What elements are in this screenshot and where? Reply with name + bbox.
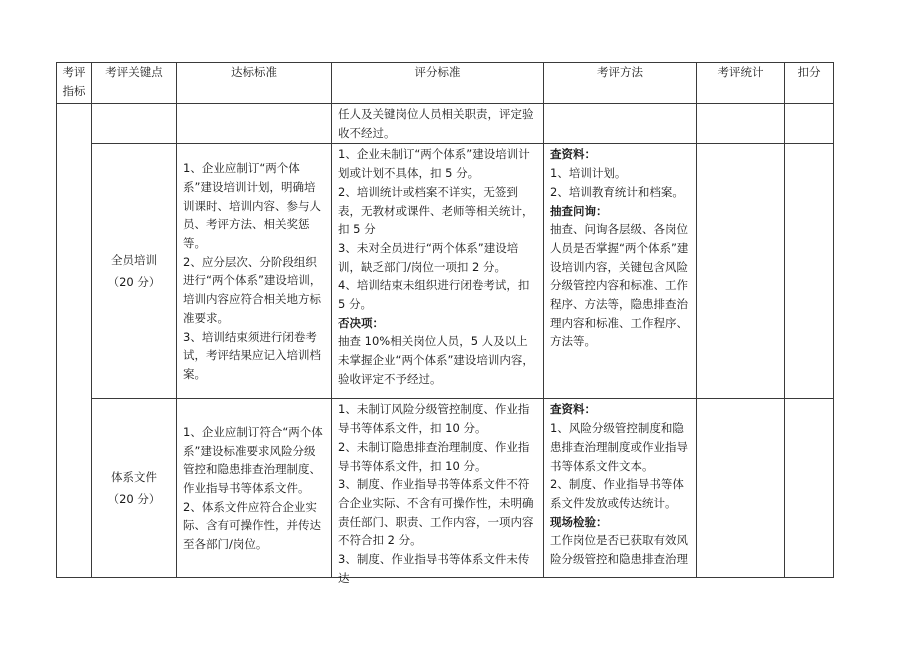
table-row bbox=[57, 144, 834, 399]
deduction-cell[interactable] bbox=[785, 104, 834, 144]
header-grading: 评分标准 bbox=[332, 63, 544, 104]
standard-item: 2、应分层次、分阶段组织进行“两个体系”建设培训，培训内容应符合相关地方标准要求。 bbox=[183, 254, 322, 325]
standard-cell bbox=[177, 104, 332, 144]
key-point-cell bbox=[92, 399, 177, 578]
header-statistics: 考评统计 bbox=[697, 63, 785, 104]
header-standard: 达标标准 bbox=[177, 63, 332, 104]
grading-cell bbox=[332, 399, 544, 585]
standard-item: 1、企业应制订“两个体系”建设培训计划，明确培训课时、培训内容、参与人员、考评方法、相关奖惩等。 bbox=[183, 161, 321, 250]
grading-item: 3、未对全员进行“两个体系”建设培训，缺乏部门/岗位一项扣 2 分。 bbox=[338, 240, 519, 274]
veto-label: 否决项： bbox=[338, 315, 384, 330]
method-item: 工作岗位是否已获取有效风险分级管控和隐患排查治理 bbox=[550, 533, 688, 567]
key-point-label: 体系文件 bbox=[111, 470, 157, 485]
standard-cell bbox=[177, 144, 332, 399]
header-key-point: 考评关键点 bbox=[92, 63, 177, 104]
grading-item: 4、培训结束未组织进行闭卷考试，扣 5 分。 bbox=[338, 278, 530, 312]
method-item: 抽查、问询各层级、各岗位人员是否掌握“两个体系”建设培训内容，关键包含风险分级管控内容和标准、工作程序、方法等，隐患排查治理内容和标准、工作程序、方法等。 bbox=[550, 222, 689, 349]
method-item: 1、风险分级管控制度和隐患排查治理制度或作业指导书等体系文件文本。 bbox=[550, 421, 688, 473]
header-indicator: 考评 指标 bbox=[57, 63, 92, 104]
key-point-cell bbox=[92, 144, 177, 399]
method-cell bbox=[544, 144, 697, 399]
indicator-cell bbox=[57, 104, 92, 578]
method-cell bbox=[544, 399, 697, 578]
method-clip bbox=[550, 400, 690, 574]
statistics-cell[interactable] bbox=[697, 104, 785, 144]
statistics-cell[interactable] bbox=[697, 399, 785, 578]
method-item: 现场检验： bbox=[550, 514, 608, 529]
score-label: （20 分） bbox=[107, 492, 161, 507]
grading-continuation-text: 任人及关键岗位人员相关职责，评定验收不经过。 bbox=[338, 107, 534, 140]
method-item: 1、培训计划。 bbox=[550, 166, 627, 181]
method-item: 2、制度、作业指导书等体系文件发放或传达统计。 bbox=[550, 477, 684, 510]
key-point-cell bbox=[92, 104, 177, 144]
table-row bbox=[57, 399, 834, 578]
method-item: 查资料： bbox=[550, 147, 596, 162]
standard-item: 2、体系文件应符合企业实际、含有可操作性，并传达至各部门/岗位。 bbox=[183, 499, 321, 552]
grading-item: 3、制度、作业指导书等体系文件不符合企业实际、不含有可操作性，未明确责任部门、职责、工作内容，一项内容不符合扣 2 分。 bbox=[338, 477, 534, 548]
header-deduction: 扣分 bbox=[785, 63, 834, 104]
grading-clip bbox=[338, 400, 537, 585]
grading-item: 2、培训统计或档案不详实，无签到表，无教材或课件、老师等相关统计，扣 5 分 bbox=[338, 184, 534, 237]
veto-text: 抽查 10%相关岗位人员，5 人及以上未掌握企业“两个体系”建设培训内容，验收评定不予经过。 bbox=[338, 334, 534, 386]
deduction-cell[interactable] bbox=[785, 144, 834, 399]
method-item: 抽查问询： bbox=[550, 203, 608, 218]
standard-cell bbox=[177, 399, 332, 578]
standard-item: 3、培训结束须进行闭卷考试，考评结果应记入培训档案。 bbox=[183, 329, 321, 381]
grading-cell bbox=[332, 144, 544, 399]
grading-item: 3、制度、作业指导书等体系文件未传达 bbox=[338, 552, 530, 585]
method-item: 查资料： bbox=[550, 402, 596, 417]
header-row bbox=[57, 63, 834, 104]
score-label: （20 分） bbox=[107, 275, 161, 290]
method-item: 2、培训教育统计和档案。 bbox=[550, 184, 684, 199]
grading-item: 2、未制订隐患排查治理制度、作业指导书等体系文件，扣 10 分。 bbox=[338, 439, 530, 473]
grading-cell bbox=[332, 104, 544, 144]
evaluation-table bbox=[56, 62, 834, 585]
key-point-label: 全员培训 bbox=[111, 253, 157, 268]
statistics-cell[interactable] bbox=[697, 144, 785, 399]
method-cell bbox=[544, 104, 697, 144]
deduction-cell[interactable] bbox=[785, 399, 834, 578]
table-row-continuation bbox=[57, 104, 834, 144]
grading-item: 1、企业未制订“两个体系”建设培训计划或计划不具体，扣 5 分。 bbox=[338, 147, 530, 181]
standard-item: 1、企业应制订符合“两个体系”建设标准要求风险分级管控和隐患排查治理制度、作业指导书等体系文件。 bbox=[183, 424, 323, 496]
grading-item: 1、未制订风险分级管控制度、作业指导书等体系文件，扣 10 分。 bbox=[338, 402, 530, 436]
header-method: 考评方法 bbox=[544, 63, 697, 104]
